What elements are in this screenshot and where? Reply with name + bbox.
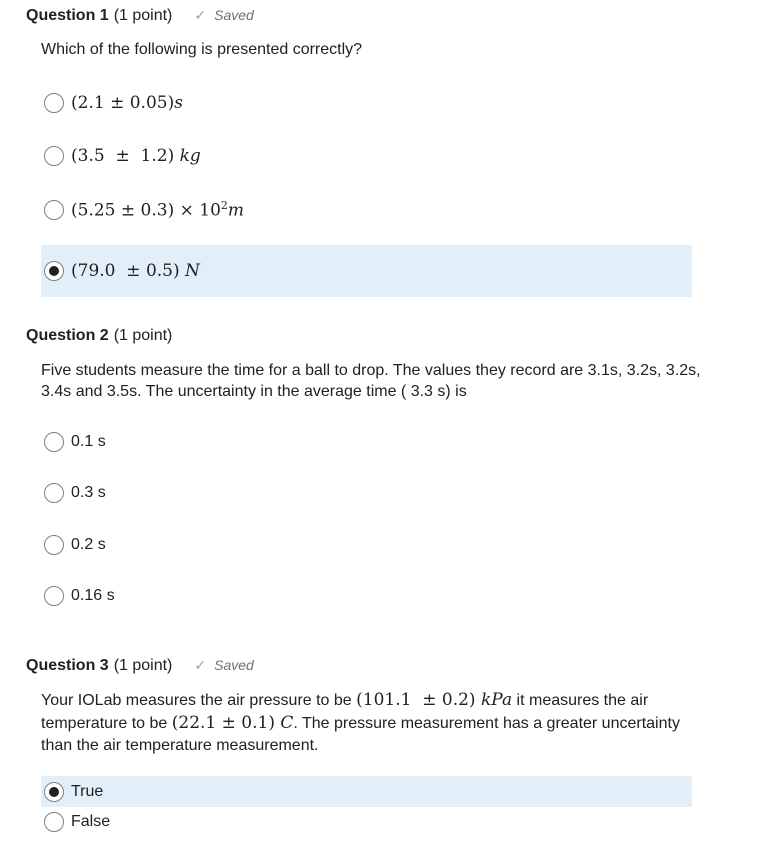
- question-2-header: [26, 327, 172, 345]
- option-label: 0.3 s: [71, 484, 106, 501]
- option-label: 0.2 s: [71, 536, 106, 553]
- question-title: Question 2: [26, 327, 109, 344]
- option-label: $(5.25 \pm 0.3) \times 10^2m$: [71, 199, 245, 221]
- saved-label: Saved: [214, 7, 254, 23]
- question-2-option-1[interactable]: [41, 416, 692, 468]
- question-1-option-2[interactable]: [41, 130, 692, 182]
- saved-status: [194, 657, 253, 674]
- option-label: 0.1 s: [71, 433, 106, 450]
- radio-button[interactable]: [44, 200, 64, 220]
- question-title: Question 1: [26, 7, 109, 24]
- option-label: True: [71, 782, 104, 800]
- radio-button[interactable]: [44, 812, 64, 832]
- question-1-option-3[interactable]: [41, 184, 692, 236]
- radio-button-selected[interactable]: [44, 261, 64, 281]
- option-label: (79.0 ± 0.5) N: [71, 261, 200, 281]
- radio-button-selected[interactable]: [44, 782, 64, 802]
- question-1-option-4[interactable]: [41, 245, 692, 297]
- saved-status: [194, 7, 253, 24]
- question-2-option-4[interactable]: [41, 570, 692, 622]
- question-3-option-true[interactable]: [41, 776, 692, 807]
- option-label: 0.16 s: [71, 587, 115, 604]
- question-2-option-2[interactable]: [41, 467, 692, 519]
- saved-label: Saved: [214, 657, 254, 673]
- radio-button[interactable]: [44, 93, 64, 113]
- question-2-option-3[interactable]: [41, 519, 692, 571]
- question-points: (1 point): [113, 7, 173, 24]
- radio-button[interactable]: [44, 483, 64, 503]
- question-2-prompt: Five students measure the time for a ball to drop. The values they record are 3.1s, 3.2s, 3.2s, 3.4s and 3.5s. The uncertainty in the average time ( 3.3 s) is: [41, 362, 701, 400]
- radio-button[interactable]: [44, 432, 64, 452]
- radio-button[interactable]: [44, 146, 64, 166]
- question-1-prompt: Which of the following is presented correctly?: [41, 41, 363, 58]
- radio-button[interactable]: [44, 586, 64, 606]
- check-icon: ✓: [194, 657, 207, 673]
- question-1-header: [26, 7, 254, 25]
- question-3-prompt: Your IOLab measures the air pressure to be (101.1 ± 0.2) kPa it measures the air temperature to be (22.1 ± 0.1) C. The pressure measurement has a greater uncertainty than the air temperature measurement.: [41, 690, 680, 754]
- option-label: (3.5 ± 1.2) kg: [71, 146, 201, 166]
- option-label: (2.1 ± 0.05)s: [71, 93, 183, 113]
- question-3-option-false[interactable]: [41, 806, 692, 837]
- option-label: False: [71, 812, 111, 830]
- question-3-header: [26, 657, 254, 675]
- question-points: (1 point): [113, 657, 173, 674]
- check-icon: ✓: [194, 7, 207, 23]
- question-1-option-1[interactable]: [41, 77, 692, 129]
- question-title: Question 3: [26, 657, 109, 674]
- question-points: (1 point): [113, 327, 173, 344]
- radio-button[interactable]: [44, 535, 64, 555]
